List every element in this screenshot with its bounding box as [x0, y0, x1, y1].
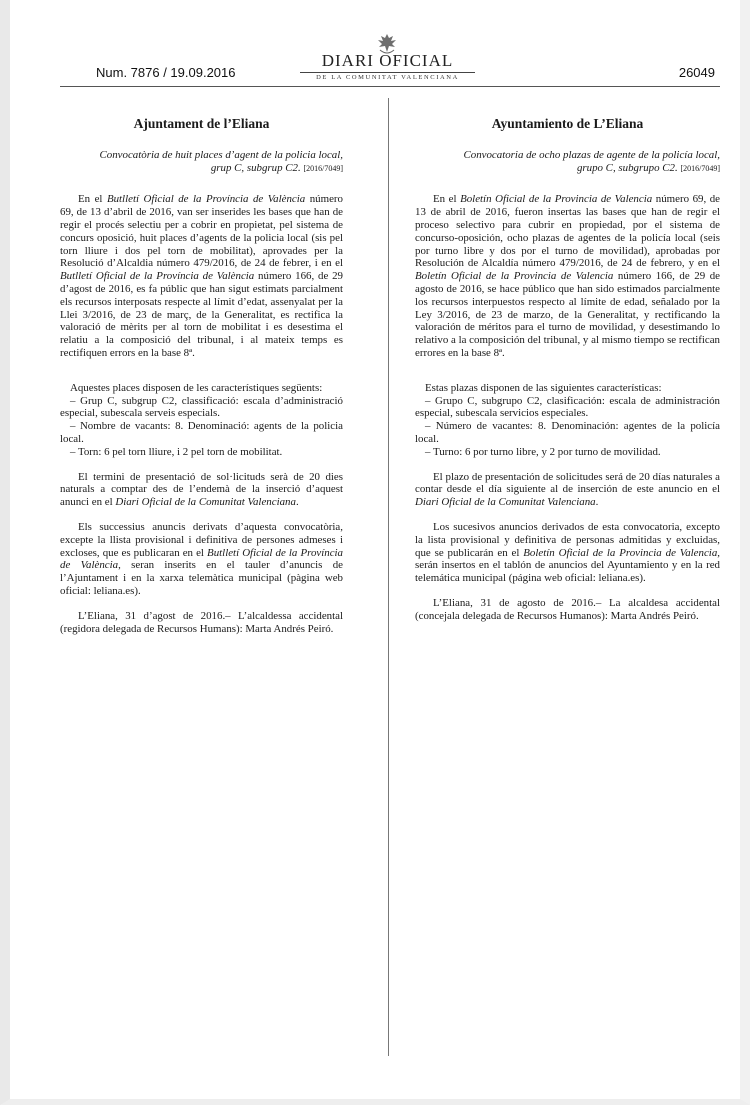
- issue-number: Num. 7876 / 19.09.2016: [96, 65, 236, 80]
- right-list-intro: Estas plazas disponen de las siguientes características:: [425, 381, 662, 394]
- right-signature: L’Eliana, 31 de agosto de 2016.– La alcaldesa accidental (concejala delegada de Recursos Humanos): Marta Andrés Peiró.: [415, 596, 720, 622]
- masthead-title: DIARI OFICIAL: [321, 51, 454, 70]
- left-paragraph-1: En el Butlletí Oficial de la Província de València número 69, de 13 d’abril de 2016, van ser inserides les bases que han de regir el procés selectiu per a cobrir en propietat, pel sistema de concurs oposició, huit places d’agents de la policia local (sis pel torn lliure i dos pel torn de mobilitat), aprovades per la Resolució d’Alcaldia número 479/2016, de 24 de febrer, i en el Butlletí Oficial de la Província de València número 166, de 29 d’agost de 2016, es fa públic que han sigut estimats parcialment els recursos interposats respecte al límit d’edat, assenyalat per la Llei 3/2016, de 23 de març, de la Generalitat, es rectifica la valoració de mèrits per al torn de mobilitat i es desestima el relatiu a la composició del tribunal, i al mateix temps es rectifiquen errors en la base 8ª.: [60, 193, 343, 359]
- right-paragraph-1: En el Boletín Oficial de la Provincia de Valencia número 69, de 13 de abril de 2016, fueron insertas las bases que han de regir el proceso selectivo para cubrir en propiedad, por el sistema de concurso-oposición, ocho plazas de agentes de la policía local (seis por turno libre y dos por el turno de movilidad), aprobadas por Resolución de Alcaldía número 479/2016, de 24 de febrero, y en el Boletín Oficial de la Provincia de Valencia número 166, de 29 de agosto de 2016, se hace público que han sido estimados parcialmente los recursos interpuestos respecto al límite de edad, señalado por la Ley 3/2016, de 23 de marzo, de la Generalitat, y rectificando la valoración de méritos para el turno de movilidad, y desestimando lo relativo a la composición del tribunal, y al mismo tiempo se rectifican errores en la base 8ª.: [415, 193, 721, 359]
- right-paragraph-4: Los sucesivos anuncios derivados de esta convocatoria, excepto la lista provisional y definitiva de personas admitidas y excluidas, que se publicarán en el Boletín Oficial de la Provincia de Valencia, serán insertos en el tablón de anuncios del Ayuntamiento y en la red telemática municipal (página web oficial: leliana.es).: [415, 520, 721, 585]
- right-paragraph-3: El plazo de presentación de solicitudes será de 20 días naturales a contar desde el día siguiente al de inserción de este anuncio en el Diari Oficial de la Comunitat Valenciana.: [415, 470, 720, 509]
- page-header: [60, 30, 715, 90]
- right-list-item: – Turno: 6 por turno libre, y 2 por turno de movilidad.: [425, 445, 661, 458]
- left-paragraph-4: Els successius anuncis derivats d’aquesta convocatòria, excepte la llista provisional i definitiva de persones admeses i excloses, que es publicaran en el Butlletí Oficial de la Província de València, seran inserits en el tauler d’anuncis de l’Ajuntament i en la xarxa telemàtica municipal (pàgina web oficial: leliana.es).: [60, 520, 343, 597]
- left-signature: L’Eliana, 31 d’agost de 2016.– L’alcaldessa accidental (regidora delegada de Recursos Humans): Marta Andrés Peiró.: [60, 609, 343, 635]
- left-ref: [2016/7049]: [303, 163, 343, 173]
- column-divider: [388, 98, 389, 1056]
- right-subtitle: Convocatoria de ocho plazas de agente de la policía local, grupo C, subgrupo C2. [2016/7049]: [463, 148, 720, 174]
- left-subtitle: Convocatòria de huit places d’agent de la policia local, grup C, subgrup C2. [2016/7049]: [99, 148, 343, 174]
- left-column: [60, 118, 343, 647]
- left-list-item: – Grup C, subgrup C2, classificació: escala d’administració especial, subescala serveis especials.: [60, 394, 343, 420]
- header-rule: [60, 86, 720, 87]
- page-number: 26049: [678, 65, 715, 80]
- masthead-subtitle: DE LA COMUNITAT VALENCIANA: [316, 74, 459, 81]
- right-list-item: – Número de vacantes: 8. Denominación: agentes de la policía local.: [415, 420, 720, 445]
- left-title: Ajuntament de l’Eliana: [133, 116, 270, 131]
- masthead: [300, 32, 475, 82]
- right-ref: [2016/7049]: [680, 163, 720, 173]
- right-column: [415, 118, 720, 635]
- right-list-item: – Grupo C, subgrupo C2, clasificación: escala de administración especial, subescala servicios especiales.: [415, 394, 720, 420]
- right-title: Ayuntamiento de L’Eliana: [491, 116, 644, 131]
- left-list-item: – Nombre de vacants: 8. Denominació: agents de la policia local.: [60, 420, 343, 445]
- masthead-rule: [300, 72, 475, 73]
- left-list-intro: Aquestes places disposen de les característiques següents:: [70, 381, 323, 394]
- left-paragraph-3: El termini de presentació de sol·licituds serà de 20 dies naturals a comptar des de l’endemà de la inserció d’aquest anunci en el Diari Oficial de la Comunitat Valenciana.: [60, 470, 343, 509]
- left-list-item: – Torn: 6 pel torn lliure, i 2 pel torn de mobilitat.: [70, 445, 283, 458]
